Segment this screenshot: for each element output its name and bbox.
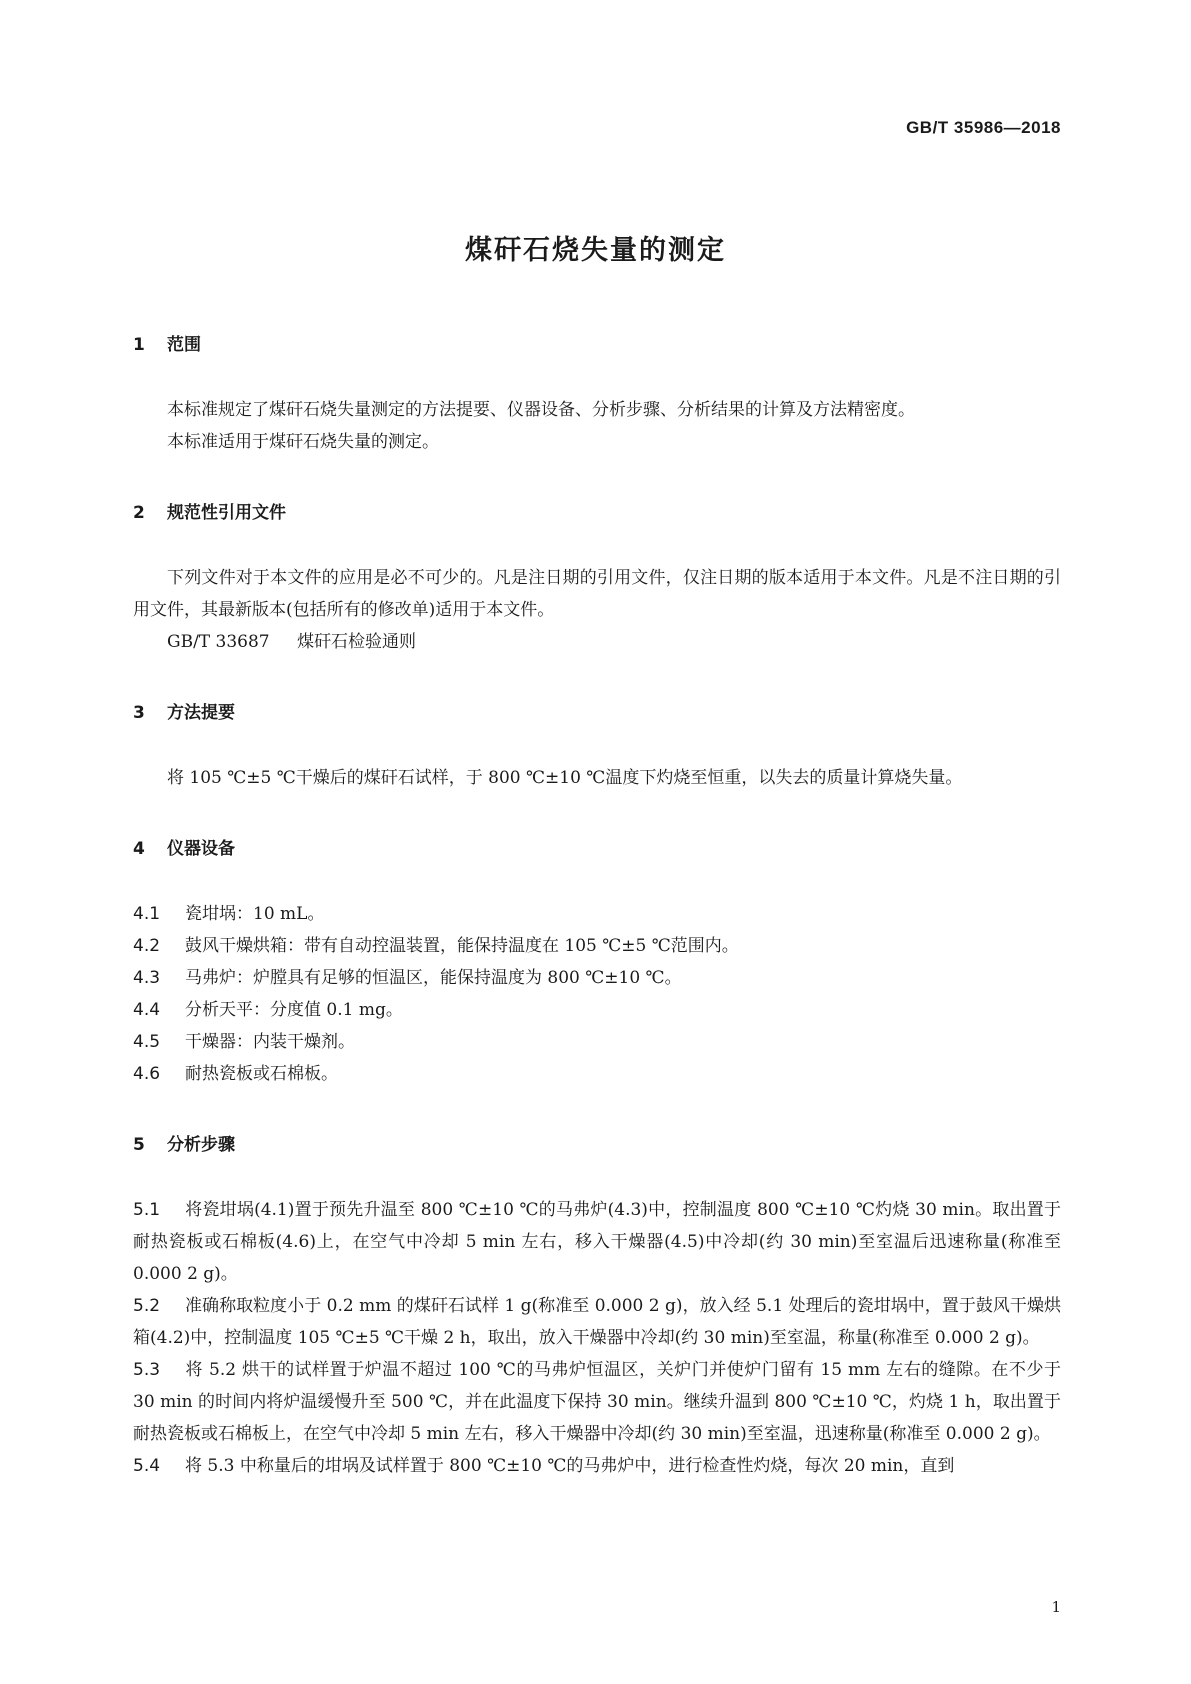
apparatus-item [133,994,1061,1026]
step-number: 5.1 [133,1200,161,1220]
paragraph: 下列文件对于本文件的应用是必不可少的。凡是注日期的引用文件，仅注日期的版本适用于本文件。凡是不注日期的引用文件，其最新版本(包括所有的修改单)适用于本文件。 [133,568,1061,620]
paragraph: 本标准规定了煤矸石烧失量测定的方法提要、仪器设备、分析步骤、分析结果的计算及方法精密度。 [167,400,915,420]
section-title: 分析步骤 [167,1135,235,1155]
procedure-step [133,1450,1061,1482]
item-text: 鼓风干燥烘箱：带有自动控温装置，能保持温度在 105 ℃±5 ℃范围内。 [185,936,739,956]
item-number: 4.6 [133,1064,161,1084]
document-title: 煤矸石烧失量的测定 [465,235,726,266]
apparatus-item [133,930,1061,962]
step-text: 将 5.2 烘干的试样置于炉温不超过 100 ℃的马弗炉恒温区，关炉门并使炉门留有 15 mm 左右的缝隙。在不少于 30 min 的时间内将炉温缓慢升至 500 ℃，并在此温度下保持 30 min。继续升温到 800 ℃±10 ℃，灼烧 1 h，取出置于耐热瓷板或石棉板上，在空气中冷却 5 min 左右，移入干燥器中冷却(约 30 min)至室温，迅速称量(称准至 0.000 2 g)。 [133,1360,1061,1444]
standard-code: GB/T 35986—2018 [906,118,1061,137]
section-heading-normative-references [133,498,1061,528]
step-text: 将瓷坩埚(4.1)置于预先升温至 800 ℃±10 ℃的马弗炉(4.3)中，控制温度 800 ℃±10 ℃灼烧 30 min。取出置于耐热瓷板或石棉板(4.6)上，在空气中冷却 5 min 左右，移入干燥器(4.5)中冷却(约 30 min)至室温后迅速称量(称准至 0.000 2 g)。 [133,1200,1061,1284]
section-title: 规范性引用文件 [167,503,286,523]
page-number: 1 [1051,1598,1061,1616]
apparatus-item [133,898,1061,930]
reference-code: GB/T 33687 [167,632,270,652]
paragraph: 将 105 ℃±5 ℃干燥后的煤矸石试样，于 800 ℃±10 ℃温度下灼烧至恒重，以失去的质量计算烧失量。 [167,768,963,788]
item-number: 4.3 [133,968,161,988]
apparatus-item [133,1026,1061,1058]
section-number: 1 [133,335,145,355]
section-number: 5 [133,1135,145,1155]
procedure-step [133,1354,1061,1450]
item-number: 4.2 [133,936,161,956]
step-number: 5.2 [133,1296,161,1316]
reference-item [133,626,1061,658]
section-number: 3 [133,703,145,723]
paragraph: 本标准适用于煤矸石烧失量的测定。 [167,432,439,452]
section-heading-scope [133,330,1061,360]
step-number: 5.3 [133,1360,161,1380]
section-title: 仪器设备 [167,839,235,859]
section-heading-apparatus [133,834,1061,864]
apparatus-item [133,1058,1061,1090]
section-number: 2 [133,503,145,523]
step-text: 准确称取粒度小于 0.2 mm 的煤矸石试样 1 g(称准至 0.000 2 g)，放入经 5.1 处理后的瓷坩埚中，置于鼓风干燥烘箱(4.2)中，控制温度 105 ℃±5 ℃干燥 2 h，取出，放入干燥器中冷却(约 30 min)至室温，称量(称准至 0.000 2 g)。 [133,1296,1061,1348]
item-number: 4.1 [133,904,161,924]
section-heading-procedure [133,1130,1061,1160]
item-text: 分析天平：分度值 0.1 mg。 [185,1000,403,1020]
section-heading-method-summary [133,698,1061,728]
step-text: 将 5.3 中称量后的坩埚及试样置于 800 ℃±10 ℃的马弗炉中，进行检查性灼烧，每次 20 min，直到 [185,1456,955,1476]
procedure-step [133,1194,1061,1290]
apparatus-item [133,962,1061,994]
section-number: 4 [133,839,145,859]
document-body [133,330,1061,1482]
section-title: 方法提要 [167,703,235,723]
item-text: 马弗炉：炉膛具有足够的恒温区，能保持温度为 800 ℃±10 ℃。 [185,968,682,988]
reference-title: 煤矸石检验通则 [297,632,416,652]
section-title: 范围 [167,335,201,355]
item-text: 耐热瓷板或石棉板。 [185,1064,338,1084]
item-text: 瓷坩埚：10 mL。 [185,904,325,924]
item-text: 干燥器：内装干燥剂。 [185,1032,355,1052]
item-number: 4.4 [133,1000,161,1020]
procedure-step [133,1290,1061,1354]
step-number: 5.4 [133,1456,161,1476]
item-number: 4.5 [133,1032,161,1052]
